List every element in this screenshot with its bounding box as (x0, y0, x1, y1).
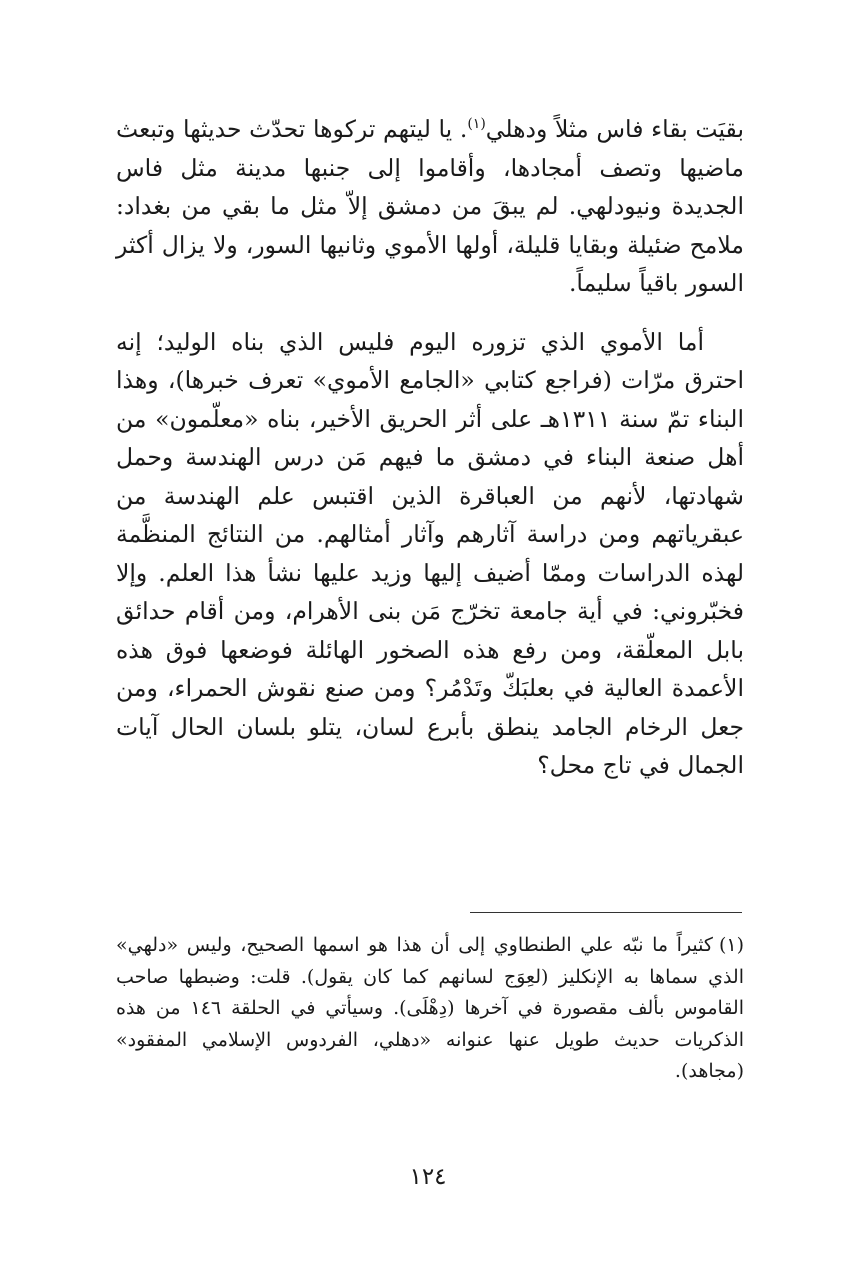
paragraph-1-part-b: . يا ليتهم تركوها تحدّث حديثها وتبعث ماضيها وتصف أمجادها، وأقاموا إلى جنبها مدينة مثل فاس الجديدة ونيودلهي. لم يبقَ من دمشق إلاّ مثل ما بقي من بغداد: ملامح ضئيلة وبقايا قليلة، أولها الأموي وثانيها السور، ولا يزال أكثر السور باقياً سليماً. (116, 115, 744, 297)
paragraph-1-part-a: بقيَت بقاء فاس مثلاً ودهلي (485, 115, 744, 143)
page-number: ١٢٤ (409, 1164, 447, 1190)
footnote-text: كثيراً ما نبّه علي الطنطاوي إلى أن هذا هو اسمها الصحيح، وليس «دلهي» الذي سماها به الإنكليز (لعِوَج لسانهم كما كان يقول). قلت: وضبطها صاحب القاموس بألف مقصورة في آخرها (دِهْلَى). وسيأتي في الحلقة ١٤٦ من هذه الذكريات حديث طويل عنها عنوانه «دهلي، الفردوس الإسلامي المفقود» (مجاهد). (116, 934, 744, 1082)
footnote-marker: (١) (718, 934, 744, 956)
footnote (116, 930, 744, 1088)
paragraph-1 (116, 110, 744, 303)
main-text (116, 110, 744, 785)
footnote-reference: (١) (467, 116, 486, 133)
paragraph-2: أما الأموي الذي تزوره اليوم فليس الذي بناه الوليد؛ إنه احترق مرّات (فراجع كتابي «الجامع الأموي» تعرف خبرها)، وهذا البناء تمّ سنة ١٣١١هـ على أثر الحريق الأخير، بناه «معلّمون» من أهل صنعة البناء في دمشق ما فيهم مَن درس الهندسة وحمل شهادتها، لأنهم من العباقرة الذين اقتبس علم الهندسة من عبقرياتهم ومن دراسة آثارهم وآثار أمثالهم. من النتائج المنظَّمة لهذه الدراسات وممّا أضيف إليها وزيد عليها نشأ هذا العلم. وإلا فخبّروني: في أية جامعة تخرّج مَن بنى الأهرام، ومن أقام حدائق بابل المعلّقة، ومن رفع هذه الصخور الهائلة فوضعها فوق هذه الأعمدة العالية في بعلبَكّ وتَدْمُر؟ ومن صنع نقوش الحمراء، ومن جعل الرخام الجامد ينطق بأبرع لسان، يتلو بلسان الحال آيات الجمال في تاج محل؟ (116, 327, 744, 779)
footnote-separator (470, 912, 742, 913)
